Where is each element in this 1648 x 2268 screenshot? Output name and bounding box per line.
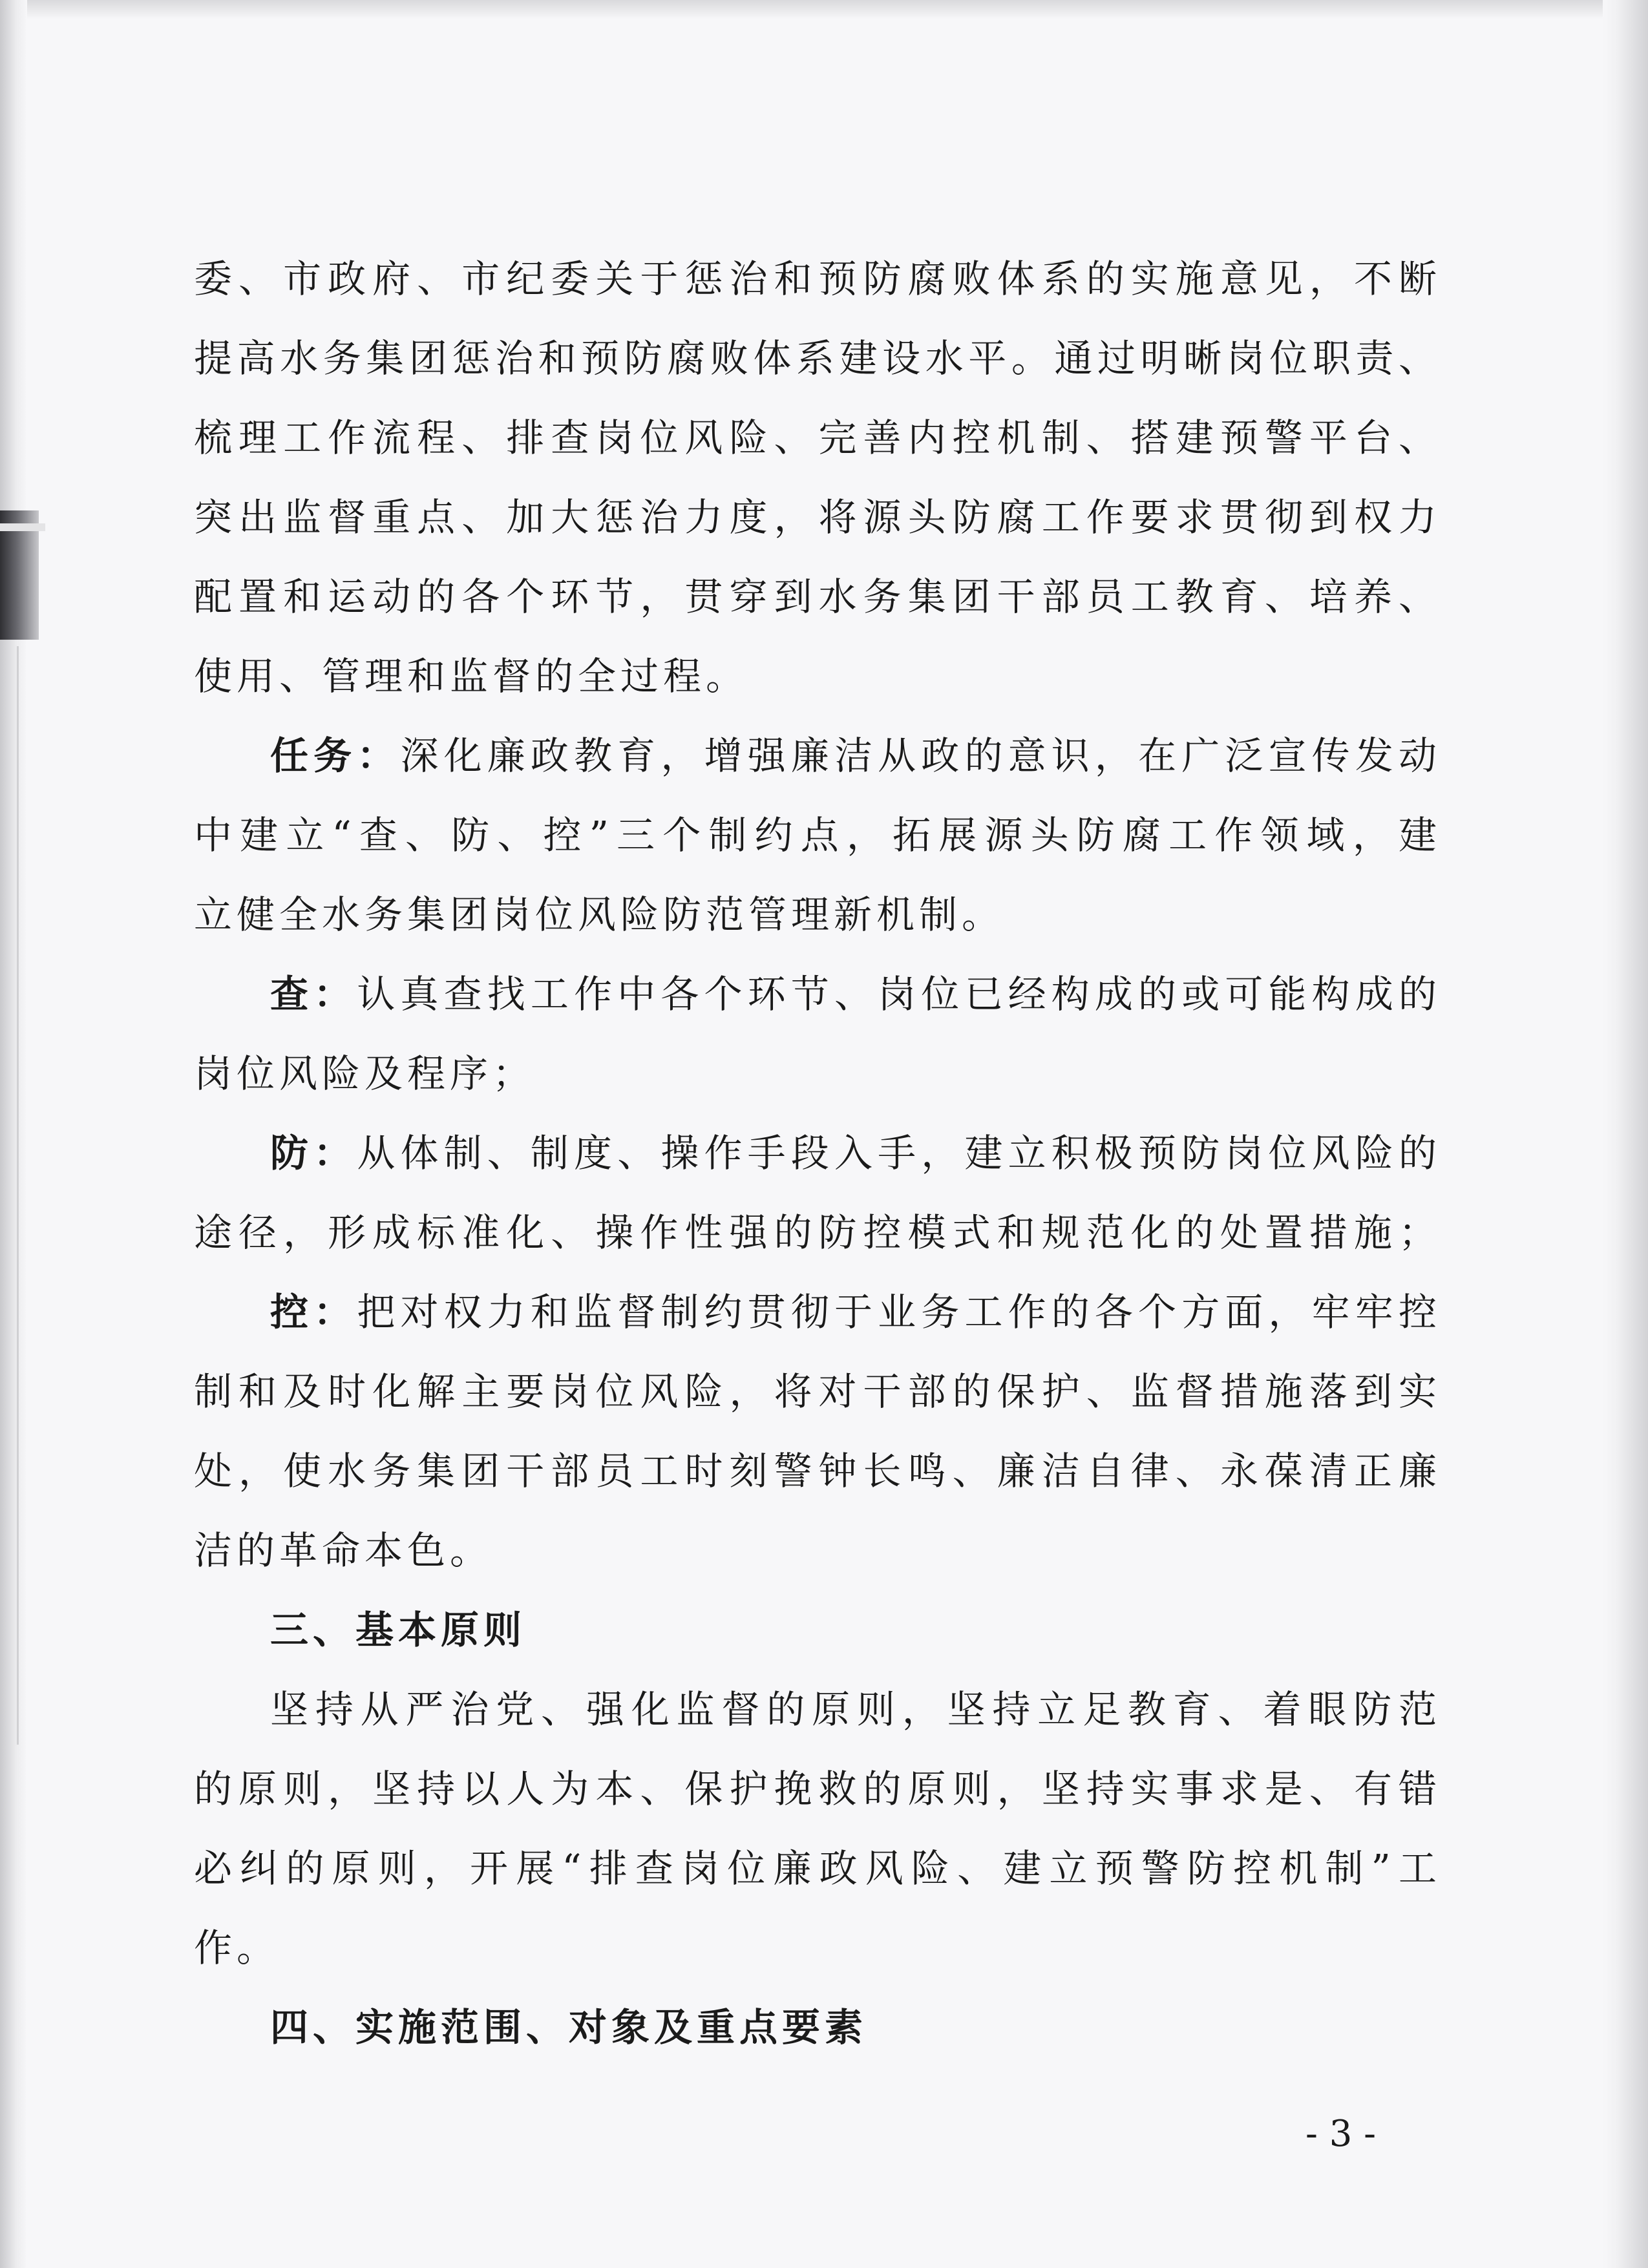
intro-line: 提高水务集团惩治和预防腐败体系建设水平。通过明晰岗位职责、	[194, 336, 1441, 381]
intro-line: 委、市政府、市纪委关于惩治和预防腐败体系的实施意见，不断	[194, 257, 1441, 301]
check-text: 认真查找工作中各个环节、岗位已经构成的或可能构成的	[357, 972, 1441, 1016]
check-first-line	[194, 954, 1441, 1034]
page-number: - 3 -	[1305, 2113, 1377, 2155]
scan-edge-top	[0, 0, 1648, 19]
section-heading: 三、基本原则	[270, 1608, 527, 1652]
task-text: 深化廉政教育，增强廉洁从政的意识，在广泛宣传发动	[400, 733, 1441, 778]
control-first-line	[194, 1272, 1441, 1352]
task-line: 中建立“查、防、控”三个制约点，拓展源头防腐工作领域，建	[194, 813, 1441, 857]
control-line: 制和及时化解主要岗位风险，将对干部的保护、监督措施落到实	[194, 1369, 1441, 1414]
section-heading: 四、实施范围、对象及重点要素	[270, 2005, 868, 2050]
section3-line: 作。	[194, 1926, 280, 1970]
binding-clip-highlight	[0, 523, 45, 531]
document-body	[194, 239, 1441, 2067]
intro-line: 配置和运动的各个环节，贯穿到水务集团干部员工教育、培养、	[194, 574, 1441, 619]
control-line: 处，使水务集团干部员工时刻警钟长鸣、廉洁自律、永葆清正廉	[194, 1449, 1441, 1493]
prevent-text: 从体制、制度、操作手段入手，建立积极预防岗位风险的	[357, 1131, 1441, 1175]
intro-line: 梳理工作流程、排查岗位风险、完善内控机制、搭建预警平台、	[194, 415, 1441, 460]
prevent-label: 防：	[270, 1131, 357, 1175]
scan-edge-right	[1603, 0, 1648, 2268]
prevent-line: 途径，形成标准化、操作性强的防控模式和规范化的处置措施；	[194, 1210, 1441, 1255]
intro-line: 使用、管理和监督的全过程。	[194, 654, 749, 698]
section3-line: 的原则，坚持以人为本、保护挽救的原则，坚持实事求是、有错	[194, 1767, 1441, 1811]
task-line: 立健全水务集团岗位风险防范管理新机制。	[194, 892, 1005, 937]
section3-line: 坚持从严治党、强化监督的原则，坚持立足教育、着眼防范	[270, 1687, 1441, 1732]
check-line: 岗位风险及程序；	[194, 1051, 536, 1096]
intro-line: 突出监督重点、加大惩治力度，将源头防腐工作要求贯彻到权力	[194, 495, 1441, 540]
check-label: 查：	[270, 972, 357, 1016]
prevent-first-line	[194, 1113, 1441, 1193]
section3-line: 必纠的原则，开展“排查岗位廉政风险、建立预警防控机制”工	[194, 1846, 1441, 1891]
fold-line	[17, 646, 19, 1745]
control-line: 洁的革命本色。	[194, 1528, 493, 1573]
scan-edge-left	[0, 0, 27, 2268]
control-label: 控：	[270, 1290, 357, 1334]
task-first-line	[194, 716, 1441, 795]
task-label: 任务：	[270, 733, 401, 778]
control-text: 把对权力和监督制约贯彻于业务工作的各个方面，牢牢控	[357, 1290, 1441, 1334]
